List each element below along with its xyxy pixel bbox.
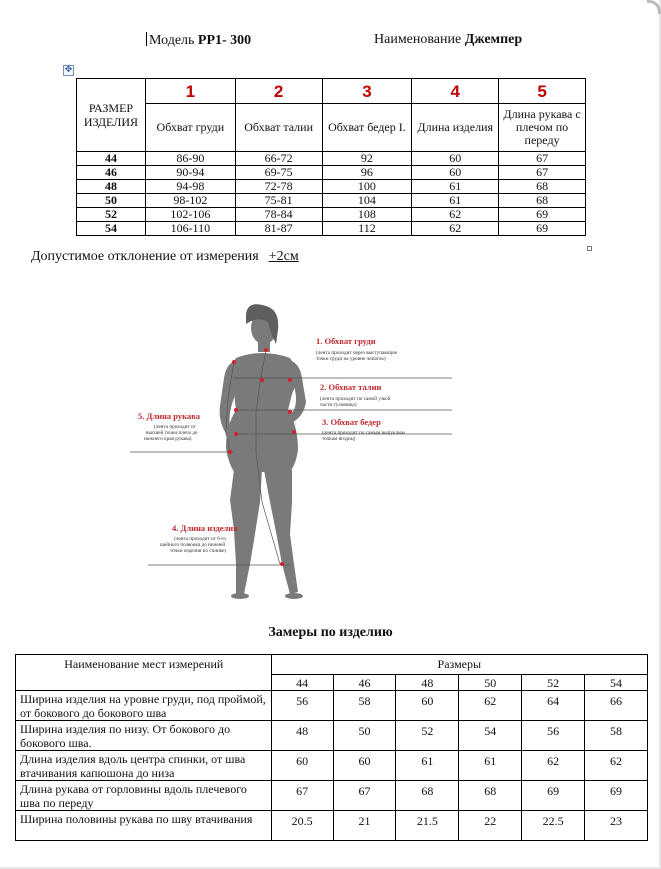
measurement-name: Длина рукава от горловины вдоль плечевого шва по переду	[16, 781, 272, 811]
table-row	[77, 194, 586, 208]
svg-text:(лента проходит по самым выпук: (лента проходит по самым выпуклым	[322, 430, 405, 436]
svg-text:точкам ягодиц): точкам ягодиц)	[322, 436, 356, 442]
measurement-value: 69	[585, 781, 648, 811]
column-header: Длина изделия	[412, 104, 499, 152]
value-cell: 108	[322, 208, 412, 222]
svg-text:шейного позвонка до нижней: шейного позвонка до нижней	[160, 542, 226, 548]
model-label: Модель	[149, 33, 198, 48]
svg-text:(лента проходит по самой узкой: (лента проходит по самой узкой	[320, 396, 391, 402]
measurement-value: 60	[333, 751, 396, 781]
value-cell: 61	[412, 194, 499, 208]
annotation-waist	[320, 382, 391, 408]
svg-text:точки груди на уровне лопаток): точки груди на уровне лопаток)	[316, 356, 386, 362]
measurement-value: 64	[522, 691, 585, 721]
measurement-value: 54	[459, 721, 522, 751]
table-row	[77, 166, 586, 180]
size-table-corner: РАЗМЕР ИЗДЕЛИЯ	[77, 79, 146, 152]
value-cell: 60	[412, 166, 499, 180]
measurement-value: 21	[333, 811, 396, 841]
table-row	[16, 751, 648, 781]
model-value: РР1- 300	[197, 33, 252, 48]
measurement-value: 68	[459, 781, 522, 811]
column-number: 1	[145, 79, 235, 104]
size-header-cell: 54	[585, 675, 648, 691]
column-header: Обхват груди	[145, 104, 235, 152]
table-row	[77, 152, 586, 166]
measurement-value: 21.5	[396, 811, 459, 841]
value-cell: 60	[412, 152, 499, 166]
tolerance-value: +2см	[268, 249, 299, 264]
value-cell: 102-106	[145, 208, 235, 222]
value-cell: 61	[412, 180, 499, 194]
model-header	[146, 32, 251, 49]
text-cursor	[146, 32, 147, 46]
size-cell: 48	[77, 180, 146, 194]
value-cell: 90-94	[145, 166, 235, 180]
size-cell: 54	[77, 222, 146, 236]
value-cell: 66-72	[235, 152, 322, 166]
measurements-title: Замеры по изделию	[268, 625, 393, 640]
size-cell: 50	[77, 194, 146, 208]
measurement-value: 50	[333, 721, 396, 751]
table-row	[77, 222, 586, 236]
value-cell: 75-81	[235, 194, 322, 208]
svg-text:высшей точки плеча до: высшей точки плеча до	[146, 430, 198, 436]
name-value: Джемпер	[464, 32, 523, 47]
measurement-value: 62	[585, 751, 648, 781]
value-cell: 106-110	[145, 222, 235, 236]
table-row	[16, 811, 648, 841]
measurement-name: Ширина изделия на уровне груди, под проймой, от бокового до бокового шва	[16, 691, 272, 721]
size-header-cell: 52	[522, 675, 585, 691]
table-row	[16, 721, 648, 751]
value-cell: 96	[322, 166, 412, 180]
column-header: Длина рукава с плечом по переду	[499, 104, 586, 152]
value-cell: 100	[322, 180, 412, 194]
value-cell: 81-87	[235, 222, 322, 236]
column-header: Обхват талии	[235, 104, 322, 152]
table-row	[77, 180, 586, 194]
column-number: 2	[235, 79, 322, 104]
svg-text:(лента проходит от: (лента проходит от	[154, 424, 196, 430]
measurement-value: 52	[396, 721, 459, 751]
measurement-value: 56	[522, 721, 585, 751]
value-cell: 92	[322, 152, 412, 166]
value-cell: 67	[499, 152, 586, 166]
measurement-value: 56	[271, 691, 333, 721]
table-row	[16, 691, 648, 721]
value-cell: 112	[322, 222, 412, 236]
table-row	[77, 208, 586, 222]
svg-text:(лента проходит через выступаю: (лента проходит через выступающие	[316, 350, 398, 356]
size-header-cell: 50	[459, 675, 522, 691]
value-cell: 68	[499, 180, 586, 194]
measurement-value: 69	[522, 781, 585, 811]
table-move-handle-icon[interactable]: ✥	[64, 65, 73, 75]
measurement-value: 60	[396, 691, 459, 721]
value-cell: 72-78	[235, 180, 322, 194]
measurement-value: 67	[333, 781, 396, 811]
svg-text:(лента проходит от 6-го: (лента проходит от 6-го	[174, 536, 226, 542]
column-number: 5	[499, 79, 586, 104]
column-header: Обхват бедер I.	[322, 104, 412, 152]
measurement-figure	[130, 302, 460, 602]
value-cell: 69	[499, 208, 586, 222]
svg-text:3. Обхват бедер: 3. Обхват бедер	[322, 417, 381, 427]
svg-text:1. Обхват груди: 1. Обхват груди	[316, 336, 376, 346]
size-table	[76, 78, 586, 236]
annotation-chest	[316, 336, 398, 362]
tolerance-label: Допустимое отклонение от измерения	[31, 249, 259, 264]
measurement-value: 61	[396, 751, 459, 781]
table-resize-handle[interactable]	[587, 246, 592, 251]
measurement-value: 22	[459, 811, 522, 841]
measurement-value: 58	[333, 691, 396, 721]
value-cell: 78-84	[235, 208, 322, 222]
svg-text:5. Длина рукава: 5. Длина рукава	[138, 411, 201, 421]
measurements-table	[15, 654, 648, 841]
value-cell: 67	[499, 166, 586, 180]
annotation-sleeve	[138, 411, 201, 442]
body-silhouette-diagram	[130, 302, 460, 602]
name-column-header: Наименование мест измерений	[16, 655, 272, 691]
measurement-value: 60	[271, 751, 333, 781]
name-label: Наименование	[374, 32, 465, 47]
measurement-name: Ширина половины рукава по шву втачивания	[16, 811, 272, 841]
size-cell: 46	[77, 166, 146, 180]
measurement-value: 20.5	[271, 811, 333, 841]
value-cell: 104	[322, 194, 412, 208]
svg-text:2. Обхват талии: 2. Обхват талии	[320, 382, 382, 392]
measurement-value: 58	[585, 721, 648, 751]
measurement-value: 66	[585, 691, 648, 721]
tolerance-note	[31, 249, 299, 265]
size-header-cell: 44	[271, 675, 333, 691]
annotation-hips	[322, 417, 406, 442]
body-silhouette	[220, 304, 306, 599]
column-number: 4	[412, 79, 499, 104]
value-cell: 94-98	[145, 180, 235, 194]
measurement-value: 23	[585, 811, 648, 841]
table-row	[16, 781, 648, 811]
size-header-cell: 48	[396, 675, 459, 691]
sizes-header: Размеры	[271, 655, 647, 675]
value-cell: 62	[412, 208, 499, 222]
value-cell: 86-90	[145, 152, 235, 166]
measurement-value: 22.5	[522, 811, 585, 841]
measurement-value: 62	[522, 751, 585, 781]
size-header-cell: 46	[333, 675, 396, 691]
svg-text:части туловища): части туловища)	[320, 402, 357, 408]
svg-text:4. Длина изделия: 4. Длина изделия	[172, 523, 238, 533]
name-header	[374, 32, 522, 48]
svg-text:нижнего края рукава): нижнего края рукава)	[144, 436, 192, 442]
measurement-value: 67	[271, 781, 333, 811]
measurement-name: Длина изделия вдоль центра спинки, от шва втачивания капюшона до низа	[16, 751, 272, 781]
value-cell: 98-102	[145, 194, 235, 208]
value-cell: 62	[412, 222, 499, 236]
annotation-length	[160, 523, 238, 554]
measurement-value: 48	[271, 721, 333, 751]
measurement-name: Ширина изделия по низу. От бокового до бокового шва.	[16, 721, 272, 751]
measurement-value: 62	[459, 691, 522, 721]
column-number: 3	[322, 79, 412, 104]
value-cell: 69-75	[235, 166, 322, 180]
value-cell: 69	[499, 222, 586, 236]
measurement-value: 61	[459, 751, 522, 781]
size-cell: 52	[77, 208, 146, 222]
size-cell: 44	[77, 152, 146, 166]
value-cell: 68	[499, 194, 586, 208]
measurement-value: 68	[396, 781, 459, 811]
svg-text:точки изделия по спинке): точки изделия по спинке)	[170, 548, 227, 554]
